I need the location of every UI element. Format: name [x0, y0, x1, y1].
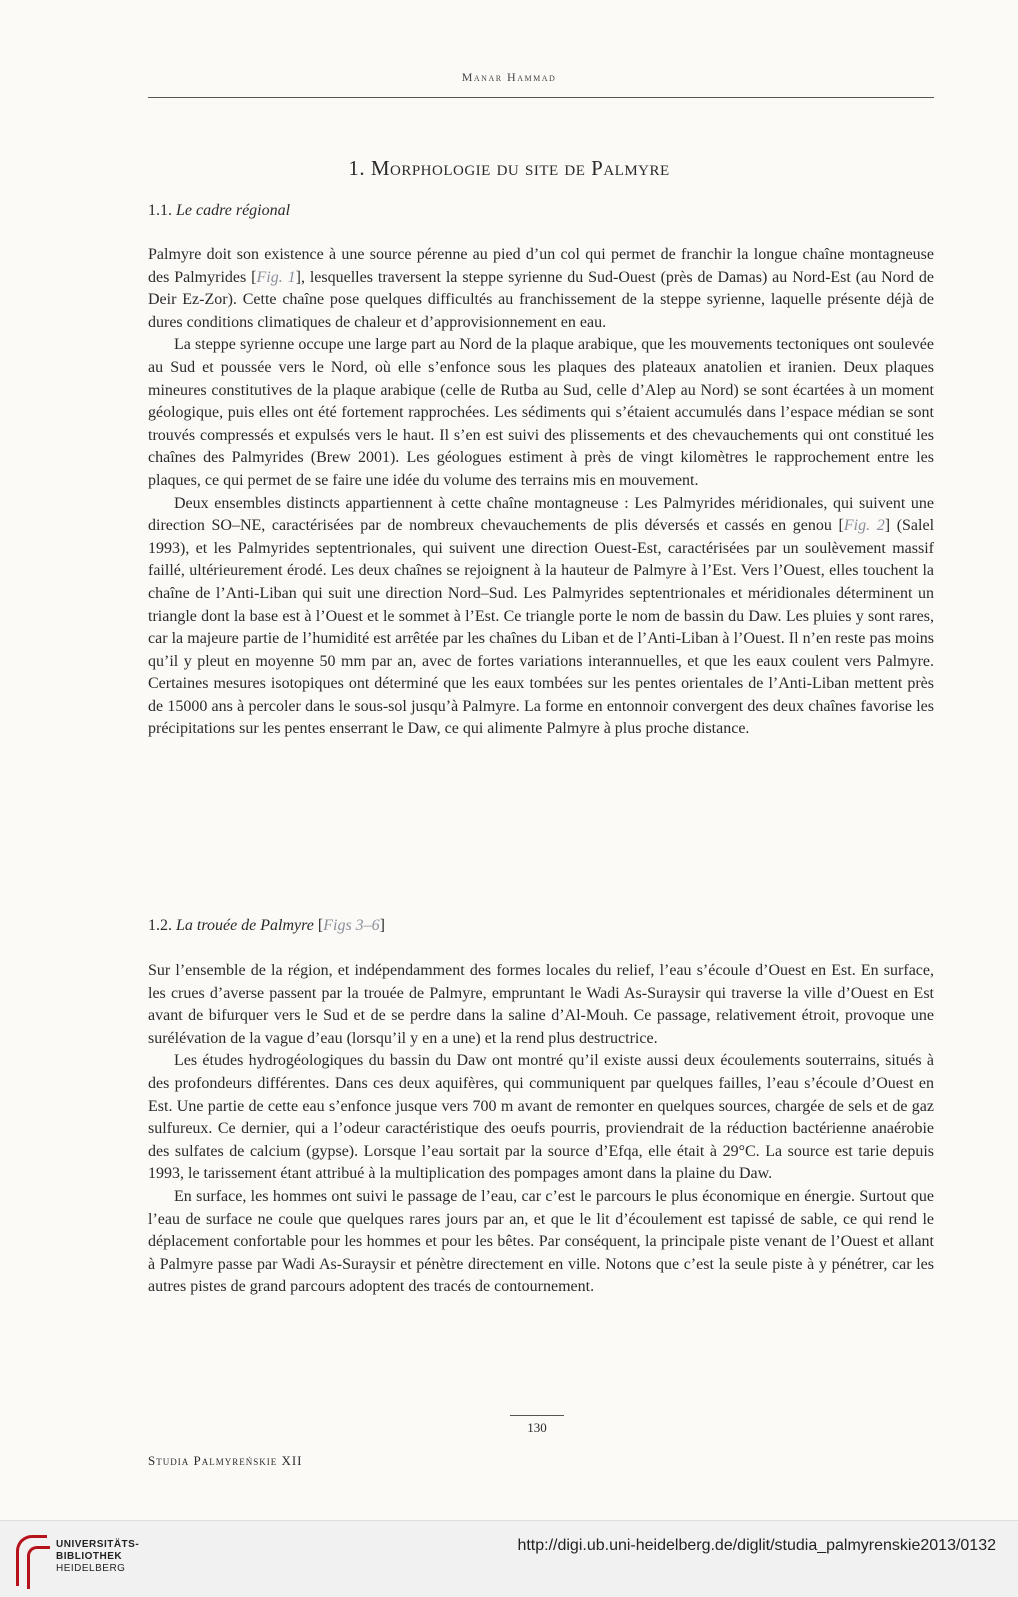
section-1-2-body — [148, 960, 934, 1299]
section-heading-1-1 — [148, 202, 290, 220]
section-number: 1.2. — [148, 917, 172, 934]
paragraph: Les études hydrogéologiques du bassin du Daw ont montré qu’il existe aussi deux écoulements souterrains, situés à des profondeurs différentes. Dans ces deux aquifères, qui communiquent par quelques failles, l’eau s’écoule d’Ouest en Est. Une partie de cette eau s’enfonce jusque vers 700 m avant de remonter en quelques sources, chargée de sels et de gaz sulfureux. Ce dernier, qui a l’odeur caractéristique des oeufs pourris, proviendrait de la réduction bactérienne anaérobie des sulfates de calcium (gypse). Lorsque l’eau sortait par la source d’Efqa, elle était à 29°C. La source est tarie depuis 1993, le tarissement étant attribué à la multiplication des pompages amont dans la plaine du Daw. — [148, 1052, 934, 1183]
section-heading-1-2: 1.2. La trouée de Palmyre [Figs 3–6] — [148, 917, 385, 934]
series-title: Studia Palmyreńskie XII — [148, 1453, 303, 1468]
chapter-title: 1. Morphologie du site de Palmyre — [348, 156, 670, 180]
page-number: 130 — [527, 1420, 547, 1435]
source-url-link[interactable]: http://digi.ub.uni-heidelberg.de/diglit/studia_palmyrenskie2013/0132 — [517, 1537, 996, 1554]
section-title: Le cadre régional — [176, 202, 291, 219]
library-footer-bar — [0, 1520, 1018, 1597]
footer-rule — [510, 1415, 564, 1416]
figure-reference[interactable]: Fig. 1 — [256, 268, 296, 286]
section-number: 1.1. — [148, 202, 172, 219]
section-title: La trouée de Palmyre — [176, 917, 314, 934]
library-logo-icon — [16, 1535, 47, 1586]
library-name: UNIVERSITÄTS- BIBLIOTHEK HEIDELBERG — [56, 1539, 140, 1574]
paragraph: Sur l’ensemble de la région, et indépendamment des formes locales du relief, l’eau s’écoule d’Ouest en Est. En surface, les crues d’averse passent par la trouée de Palmyre, empruntant le Wadi As-Suraysir qui traverse la ville d’Ouest en Est avant de bifurquer vers le Sud et de se perdre dans la saline d’Al-Mouh. Ce passage, relativement étroit, provoque une surélévation de la vague d’eau (lorsqu’il y en a une) et la rend plus destructrice. — [148, 962, 934, 1047]
paragraph: La steppe syrienne occupe une large part au Nord de la plaque arabique, que les mouvements tectoniques ont soulevée au Sud et poussée vers le Nord, où elle s’enfonce sous les plaques des plateaux anatolien et iranien. Deux plaques mineures constitutives de la plaque arabique (celle de Rutba au Sud, celle d’Alep au Nord) se sont écartées à un moment géologique, puis elles ont été fortement rapprochées. Les sédiments qui s’étaient accumulés dans l’espace médian se sont trouvés compressés et expulsés vers le haut. Il s’en est suivi des plissements et des chevauchements qui ont constitué les chaînes des Palmyrides (Brew 2001). Les géologues estiment à près de vingt kilomètres le rapprochement entre les plaques, ce qui permet de se faire une idée du volume des terrains mis en mouvement. — [148, 336, 934, 489]
figure-reference[interactable]: Fig. 2 — [843, 517, 885, 535]
paragraph: Deux ensembles distincts appartiennent à cette chaîne montagneuse : Les Palmyrides méridionales, qui suivent une direction SO–NE, caractérisées par de nombreux chevauchements de plis déversés et cassés en genou [Fig. 2] (Salel 1993), et les Palmyrides septentrionales, qui suivent une direction Ouest-Est, caractérisées par un soulèvement massif faillé, ultérieurement érodé. Les deux chaînes se rejoignent à la hauteur de Palmyre à l’Est. Vers l’Ouest, elles touchent la chaîne de l’Anti-Liban qui suit une direction Nord–Sud. Les Palmyrides septentrionales et méridionales déterminent un triangle dont la base est à l’Ouest et le sommet à l’Est. Ce triangle porte le nom de bassin du Daw. Les pluies y sont rares, car la majeure partie de l’humidité est arrêtée par les chaînes du Liban et de l’Anti-Liban à l’Ouest. Il n’en reste pas moins qu’il y pleut en moyenne 50 mm par an, avec de fortes variations interannuelles, et que les eaux coulent vers Palmyre. Certaines mesures isotopiques ont déterminé que les eaux tombées sur les pentes orientales de l’Anti-Liban mettent près de 15000 ans à percoler dans le sous-sol jusqu’à Palmyre. La forme en entonnoir convergent des deux chaînes favorise les précipitations sur les pentes enserrant le Daw, ce qui alimente Palmyre à plus proche distance. — [148, 494, 935, 738]
header-rule — [148, 97, 934, 98]
running-head: Manar Hammad — [461, 70, 557, 84]
section-1-1-body — [148, 244, 934, 741]
figure-reference[interactable]: Figs 3–6 — [323, 917, 380, 934]
paragraph: En surface, les hommes ont suivi le passage de l’eau, car c’est le parcours le plus économique en énergie. Surtout que l’eau de surface ne coule que quelques rares jours par an, et que le lit d’écoulement est tapissé de sable, ce qui rend le déplacement confortable pour les hommes et pour les bêtes. Par conséquent, la principale piste venant de l’Ouest et allant à Palmyre passe par Wadi As-Suraysir et pénètre directement en ville. Notons que c’est la seule piste à y pénétrer, car les autres pistes de grand parcours adoptent des tracés de contournement. — [148, 1187, 934, 1296]
paragraph: Palmyre doit son existence à une source pérenne au pied d’un col qui permet de franchir la longue chaîne montagneuse des Palmyrides [Fig. 1], lesquelles traversent la steppe syrienne du Sud-Ouest (près de Damas) au Nord-Est (au Nord de Deir Ez-Zor). Cette chaîne pose quelques difficultés au franchissement de la steppe syrienne, laquelle présente déjà de dures conditions climatiques de chaleur et d’approvisionnement en eau. — [148, 246, 935, 331]
